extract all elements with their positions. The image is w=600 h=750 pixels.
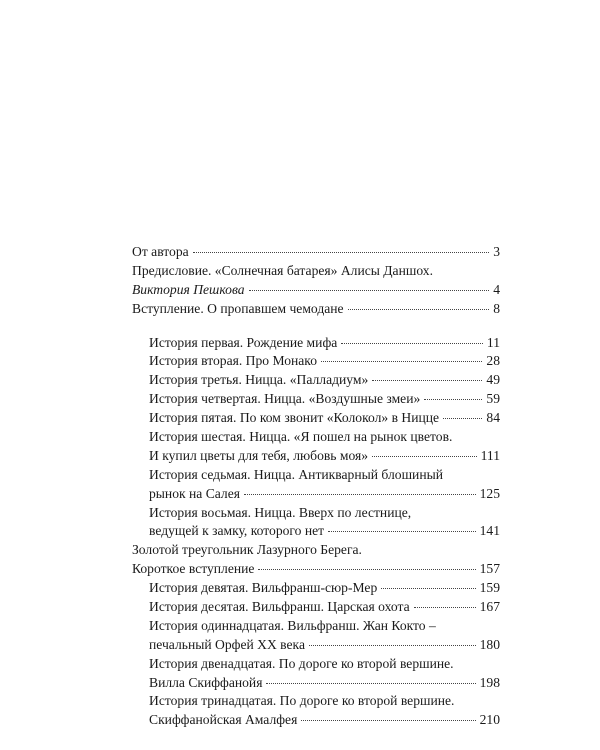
dot-leader: [381, 588, 475, 589]
toc-title: История вторая. Про Монако: [149, 353, 318, 369]
toc-title: История седьмая. Ницца. Антикварный блошиный: [149, 466, 444, 482]
toc-page: 210: [479, 712, 500, 728]
toc-page: 59: [486, 391, 500, 407]
toc-entry-preface-line2: [132, 281, 500, 300]
dot-leader: [443, 418, 482, 419]
toc-title: История одиннадцатая. Вильфранш. Жан Кокто –: [149, 617, 436, 633]
toc-entry-story-11-line2: [149, 636, 500, 655]
toc-title: История шестая. Ницца. «Я пошел на рынок цветов.: [149, 429, 453, 445]
section-gap: [132, 319, 500, 334]
toc-title: Вступление. О пропавшем чемодане: [132, 300, 344, 316]
toc-title: История десятая. Вильфранш. Царская охота: [149, 599, 410, 615]
toc-title: ведущей к замку, которого нет: [149, 523, 325, 539]
toc-entry-story-8-line2: [149, 522, 500, 541]
toc-entry-story-9: [149, 579, 500, 598]
table-of-contents: [132, 243, 500, 730]
toc-page: 11: [486, 334, 500, 350]
toc-title: История восьмая. Ницца. Вверх по лестнице,: [149, 504, 412, 520]
toc-page: 141: [479, 523, 500, 539]
toc-title: От автора: [132, 244, 189, 259]
dot-leader: [309, 645, 476, 646]
toc-page: 159: [479, 580, 500, 596]
toc-entry-story-11-line1: [149, 617, 500, 636]
toc-entry-preface-line1: [132, 262, 500, 281]
toc-title: печальный Орфей ХХ века: [149, 636, 305, 652]
toc-entry-story-4: [149, 390, 500, 409]
toc-title: История четвертая. Ницца. «Воздушные змеи»: [149, 391, 421, 407]
dot-leader: [258, 569, 475, 570]
toc-page: 125: [479, 485, 500, 501]
toc-title: История девятая. Вильфранш-сюр-Мер: [149, 580, 378, 596]
toc-title: Предисловие. «Солнечная батарея» Алисы Даншох.: [132, 262, 433, 278]
toc-entry-story-2: [149, 352, 500, 371]
toc-entry-story-8-line1: [149, 504, 500, 523]
dot-leader: [328, 531, 476, 532]
toc-page: 180: [479, 636, 500, 652]
toc-entry-story-12-line2: [149, 674, 500, 693]
toc-title: И купил цветы для тебя, любовь моя»: [149, 447, 369, 463]
toc-title: Золотой треугольник Лазурного Берега.: [132, 542, 362, 558]
toc-title: История двенадцатая. По дороге ко второй вершине.: [149, 655, 454, 671]
toc-page: 198: [479, 674, 500, 690]
toc-page: 3: [493, 244, 500, 259]
toc-title: Короткое вступление: [132, 561, 255, 577]
toc-title: Вилла Скиффанойя: [149, 674, 263, 690]
toc-entry-story-10: [149, 598, 500, 617]
dot-leader: [249, 290, 490, 291]
dot-leader: [414, 607, 476, 608]
dot-leader: [424, 399, 482, 400]
toc-entry-story-7-line1: [149, 466, 500, 485]
dot-leader: [372, 380, 482, 381]
toc-entry-story-13-line1: [149, 692, 500, 711]
toc-section-golden-triangle-line1: [132, 541, 500, 560]
toc-page: 8: [493, 300, 500, 316]
dot-leader: [266, 683, 475, 684]
toc-page: 111: [480, 447, 500, 463]
toc-page: 167: [479, 599, 500, 615]
toc-page: 28: [486, 353, 500, 369]
toc-title: Скиффанойская Амалфея: [149, 712, 298, 728]
toc-author-name: Виктория Пешкова: [132, 281, 245, 297]
dot-leader: [348, 309, 490, 310]
dot-leader: [341, 343, 483, 344]
toc-title: История тринадцатая. По дороге ко второй вершине.: [149, 693, 455, 709]
toc-entry-story-3: [149, 371, 500, 390]
dot-leader: [301, 720, 475, 721]
toc-entry-story-1: [149, 334, 500, 353]
toc-entry-intro: [132, 300, 500, 319]
toc-title: История пятая. По ком звонит «Колокол» в Ницце: [149, 410, 440, 426]
toc-section-golden-triangle-line2: [132, 560, 500, 579]
toc-title: История третья. Ницца. «Палладиум»: [149, 372, 369, 388]
toc-page: 4: [493, 281, 500, 297]
dot-leader: [321, 361, 482, 362]
toc-page: 49: [486, 372, 500, 388]
dot-leader: [193, 252, 490, 253]
toc-entry-story-7-line2: [149, 485, 500, 504]
toc-title: рынок на Салея: [149, 485, 241, 501]
toc-page: 157: [479, 561, 500, 577]
toc-page: 84: [486, 410, 500, 426]
dot-leader: [244, 494, 476, 495]
toc-entry-story-6-line2: [149, 447, 500, 466]
toc-title: История первая. Рождение мифа: [149, 334, 338, 350]
toc-entry-story-6-line1: [149, 428, 500, 447]
toc-entry-story-12-line1: [149, 655, 500, 674]
toc-entry-story-5: [149, 409, 500, 428]
toc-entry-story-13-line2: [149, 711, 500, 730]
toc-entry-author: [132, 243, 500, 262]
dot-leader: [372, 456, 477, 457]
